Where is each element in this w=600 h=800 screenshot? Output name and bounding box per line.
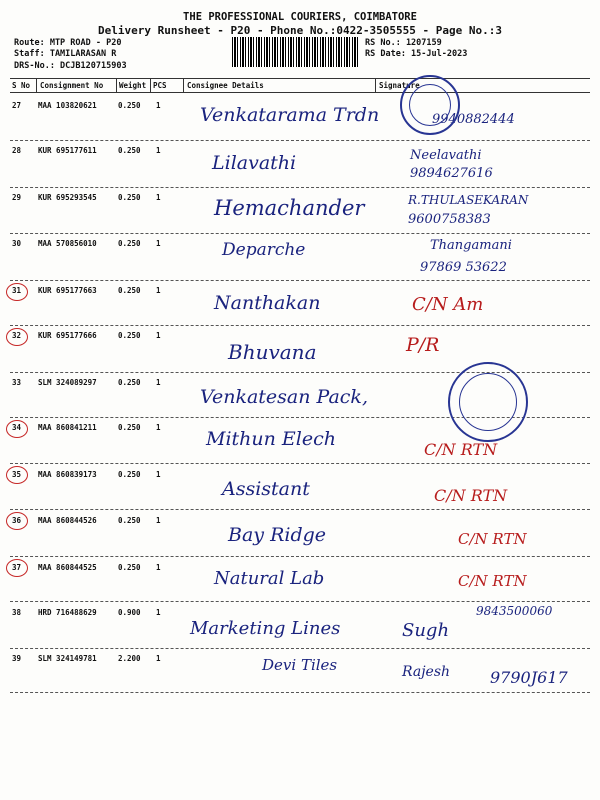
row-pcs: 1: [156, 239, 161, 248]
runsheet-subtitle: Delivery Runsheet - P20 - Phone No.:0422-3505555 - Page No.:3: [98, 24, 502, 37]
row-divider: [10, 325, 590, 326]
consignee-handwriting: Mithun Elech: [206, 428, 336, 450]
col-consignment: Consignment No: [40, 81, 104, 90]
row-sno: 29: [12, 193, 22, 202]
signature-phone: 97869 53622: [420, 260, 507, 275]
company-stamp: [448, 362, 528, 442]
row-pcs: 1: [156, 101, 161, 110]
signature-name: Rajesh: [402, 664, 451, 680]
staff-label: Staff: TAMILARASAN R: [14, 49, 117, 59]
row-consignment: KUR 695293545: [38, 193, 97, 202]
table-bottom-rule: [10, 692, 590, 693]
row-consignment: MAA 570856010: [38, 239, 97, 248]
row-sno: 36: [12, 516, 22, 525]
row-pcs: 1: [156, 423, 161, 432]
row-consignment: KUR 695177666: [38, 331, 97, 340]
row-pcs: 1: [156, 654, 161, 663]
consignee-handwriting: Bay Ridge: [228, 524, 327, 546]
consignee-handwriting: Assistant: [222, 478, 310, 500]
signature-name: Neelavathi: [410, 148, 482, 163]
row-pcs: 1: [156, 146, 161, 155]
row-divider: [10, 463, 590, 464]
signature-phone: 9843500060: [476, 604, 553, 618]
signature-status: C/N RTN: [458, 530, 527, 548]
row-consignment: KUR 695177611: [38, 146, 97, 155]
row-sno: 38: [12, 608, 22, 617]
col-pcs: PCS: [153, 81, 167, 90]
col-sno: S No: [12, 81, 31, 90]
signature-status: C/N Am: [412, 294, 484, 315]
signature-name: Thangamani: [430, 238, 512, 253]
col-divider: [375, 78, 376, 92]
signature-status: P/R: [406, 334, 440, 356]
col-divider: [36, 78, 37, 92]
row-consignment: MAA 860844525: [38, 563, 97, 572]
row-pcs: 1: [156, 286, 161, 295]
row-weight: 0.250: [118, 516, 141, 525]
signature-status: C/N RTN: [424, 440, 498, 459]
consignee-handwriting: Marketing Lines: [190, 618, 341, 639]
signature-name: R.THULASEKARAN: [408, 193, 529, 207]
col-consignee: Consignee Details: [187, 81, 264, 90]
row-weight: 0.250: [118, 423, 141, 432]
row-pcs: 1: [156, 563, 161, 572]
row-weight: 0.250: [118, 563, 141, 572]
row-pcs: 1: [156, 193, 161, 202]
row-divider: [10, 140, 590, 141]
row-sno: 28: [12, 146, 22, 155]
row-pcs: 1: [156, 608, 161, 617]
row-divider: [10, 556, 590, 557]
row-sno: 30: [12, 239, 22, 248]
row-sno: 33: [12, 378, 22, 387]
row-weight: 0.250: [118, 239, 141, 248]
row-sno: 35: [12, 470, 22, 479]
consignee-handwriting: Deparche: [222, 240, 306, 260]
company-title: THE PROFESSIONAL COURIERS, COIMBATORE: [183, 11, 417, 23]
row-divider: [10, 187, 590, 188]
consignee-handwriting: Natural Lab: [214, 568, 325, 589]
row-sno: 27: [12, 101, 22, 110]
consignee-handwriting: Hemachander: [214, 196, 365, 220]
signature-phone: 9894627616: [410, 166, 493, 181]
row-sno: 31: [12, 286, 22, 295]
consignee-handwriting: Nanthakan: [214, 292, 321, 314]
row-divider: [10, 233, 590, 234]
consignee-handwriting: Venkatesan Pack,: [200, 386, 368, 408]
row-pcs: 1: [156, 470, 161, 479]
signature-name: Sugh: [402, 620, 450, 641]
row-weight: 0.250: [118, 193, 141, 202]
signature-phone: 9940882444: [432, 112, 515, 127]
row-consignment: MAA 860841211: [38, 423, 97, 432]
col-signature: Signature: [379, 81, 420, 90]
row-sno: 39: [12, 654, 22, 663]
row-weight: 0.250: [118, 470, 141, 479]
row-weight: 0.900: [118, 608, 141, 617]
row-consignment: HRD 716488629: [38, 608, 97, 617]
row-pcs: 1: [156, 516, 161, 525]
row-pcs: 1: [156, 378, 161, 387]
barcode: [232, 37, 360, 67]
row-consignment: MAA 103820621: [38, 101, 97, 110]
col-divider: [183, 78, 184, 92]
consignee-handwriting: Lilavathi: [212, 152, 297, 174]
row-weight: 2.200: [118, 654, 141, 663]
consignee-handwriting: Devi Tiles: [262, 656, 338, 674]
rs-number: RS No.: 1207159: [365, 38, 442, 48]
signature-status: C/N RTN: [458, 572, 527, 590]
row-divider: [10, 509, 590, 510]
row-consignment: MAA 860839173: [38, 470, 97, 479]
row-sno: 37: [12, 563, 22, 572]
row-weight: 0.250: [118, 146, 141, 155]
row-divider: [10, 601, 590, 602]
row-weight: 0.250: [118, 378, 141, 387]
consignee-handwriting: Venkatarama Trdn: [200, 104, 380, 126]
row-pcs: 1: [156, 331, 161, 340]
row-sno: 34: [12, 423, 22, 432]
consignee-handwriting: Bhuvana: [228, 340, 317, 364]
drs-label: DRS-No.: DCJB120715903: [14, 61, 127, 71]
company-stamp: [400, 75, 460, 135]
row-sno: 32: [12, 331, 22, 340]
col-weight: Weight: [119, 81, 147, 90]
header-rule-top: [10, 78, 590, 79]
row-consignment: SLM 324089297: [38, 378, 97, 387]
signature-phone: 9600758383: [408, 212, 491, 227]
row-consignment: SLM 324149781: [38, 654, 97, 663]
signature-phone: 9790J617: [490, 668, 568, 687]
col-divider: [150, 78, 151, 92]
row-weight: 0.250: [118, 331, 141, 340]
row-consignment: KUR 695177663: [38, 286, 97, 295]
row-weight: 0.250: [118, 286, 141, 295]
header-rule-bottom: [10, 92, 590, 93]
signature-status: C/N RTN: [434, 486, 508, 505]
row-divider: [10, 648, 590, 649]
route-label: Route: MTP ROAD - P20: [14, 38, 122, 48]
row-divider: [10, 280, 590, 281]
row-consignment: MAA 860844526: [38, 516, 97, 525]
col-divider: [116, 78, 117, 92]
rs-date: RS Date: 15-Jul-2023: [365, 49, 468, 59]
row-weight: 0.250: [118, 101, 141, 110]
